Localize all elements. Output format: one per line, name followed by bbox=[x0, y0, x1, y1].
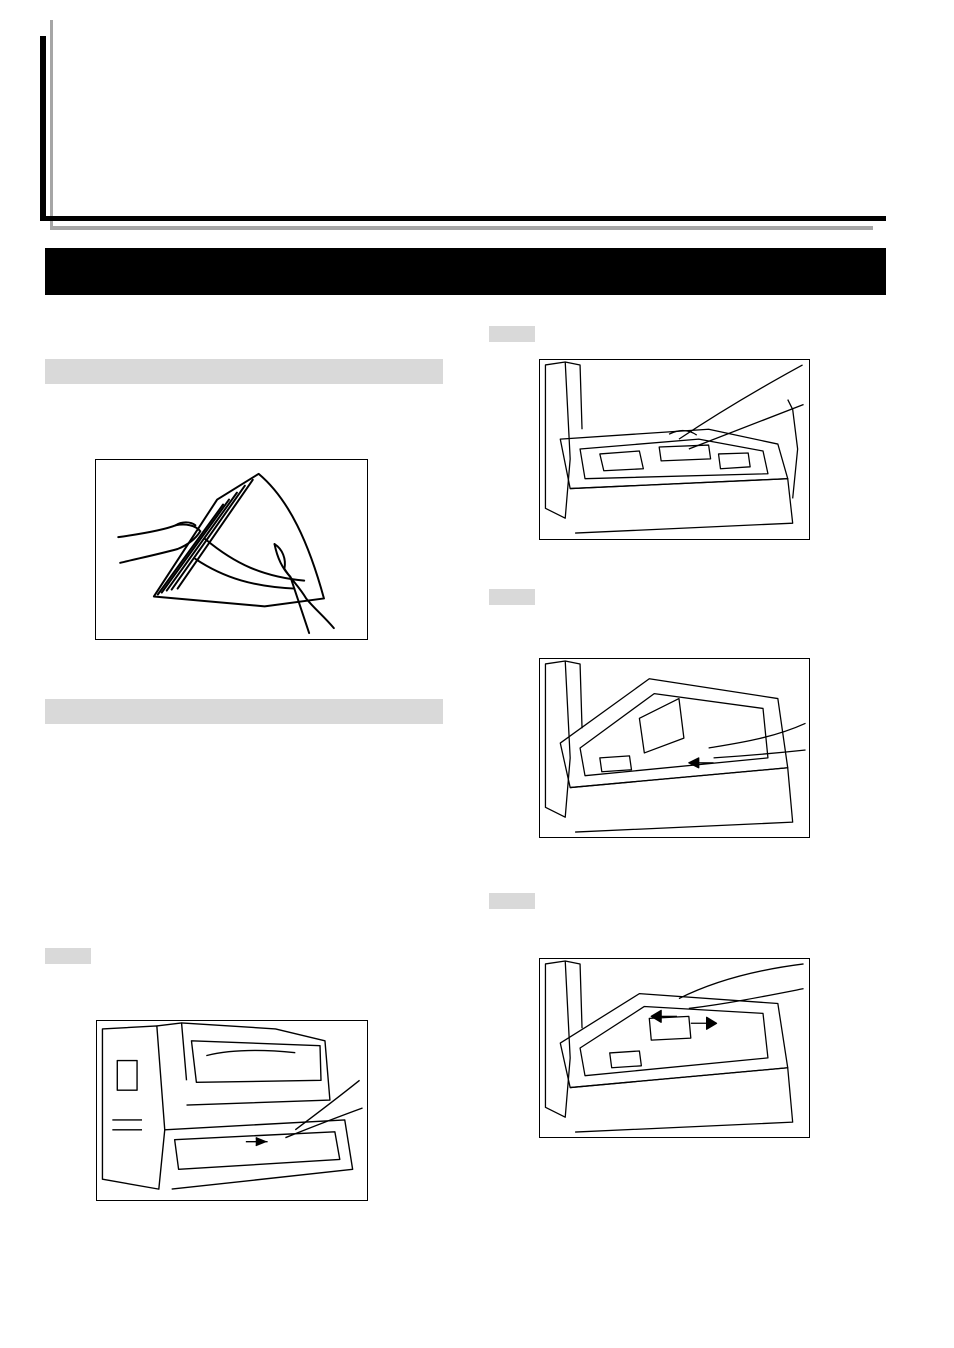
chapter-title-band bbox=[45, 248, 886, 295]
section-bar-2 bbox=[45, 699, 443, 724]
section-bar-1 bbox=[45, 359, 443, 384]
header-bottom-shadow-rule bbox=[50, 226, 873, 230]
figure-press-bottom-plate bbox=[539, 359, 810, 540]
figure-adjust-width-guide bbox=[539, 658, 810, 838]
length-guide-icon bbox=[540, 959, 809, 1137]
width-guide-icon bbox=[540, 659, 809, 837]
figure-fanning-paper bbox=[95, 459, 368, 640]
header-bottom-thick-rule bbox=[40, 216, 886, 221]
figure-pull-out-drawer bbox=[96, 1020, 368, 1201]
step-tag-2 bbox=[489, 326, 535, 342]
step-tag-1 bbox=[45, 948, 91, 964]
step-tag-3 bbox=[489, 589, 535, 605]
header-left-thin-rule bbox=[50, 20, 53, 230]
header-left-thick-rule bbox=[40, 36, 46, 220]
hands-fanning-paper-icon bbox=[96, 460, 367, 639]
press-plate-icon bbox=[540, 360, 809, 539]
pull-drawer-icon bbox=[97, 1021, 367, 1200]
step-tag-4 bbox=[489, 893, 535, 909]
figure-adjust-length-guide bbox=[539, 958, 810, 1138]
